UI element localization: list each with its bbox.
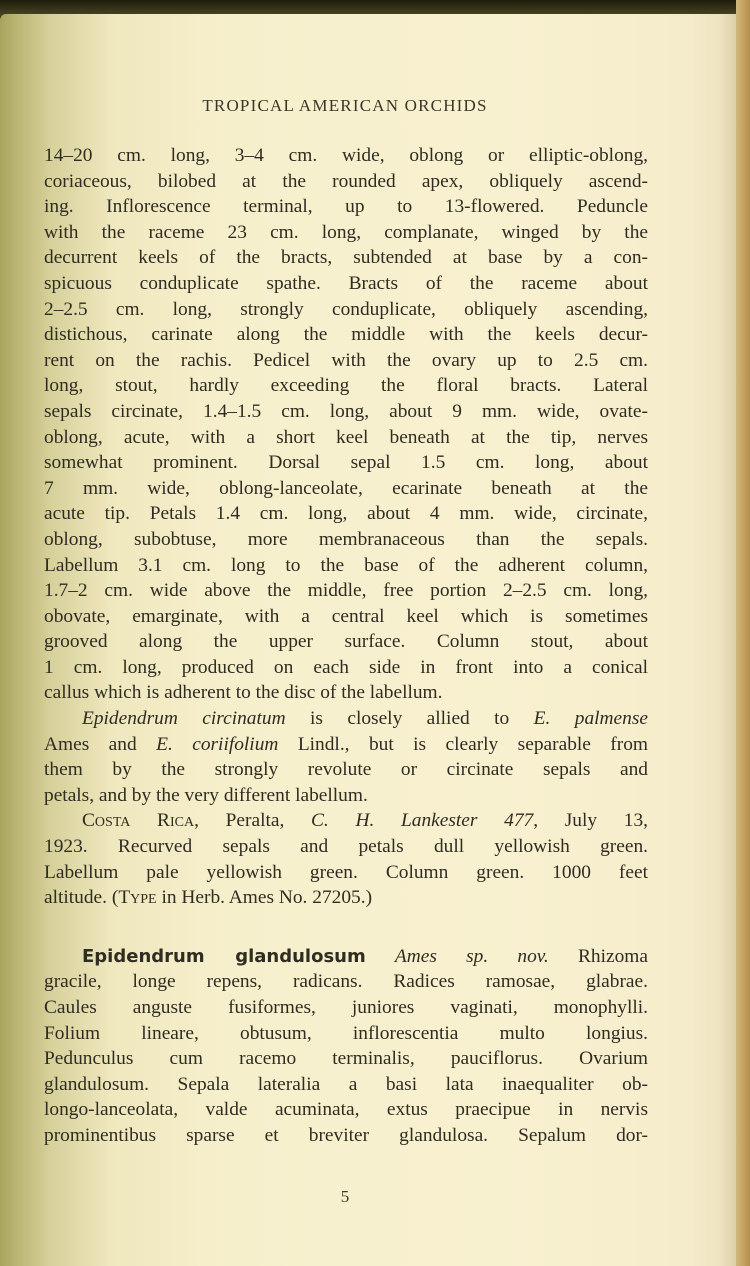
text-line: 2–2.5 cm. long, strongly conduplicate, obliquely ascending, xyxy=(44,298,648,320)
species-name: Epidendrum circinatum xyxy=(82,708,286,730)
text-line: them by the strongly revolute or circinate sepals and xyxy=(44,759,648,781)
text-line: Labellum pale yellowish green. Column green. 1000 feet xyxy=(44,861,648,883)
text-line: rent on the rachis. Pedicel with the ovary up to 2.5 cm. xyxy=(44,349,648,371)
text-line: Folium lineare, obtusum, inflorescentia multo longius. xyxy=(44,1022,648,1044)
text-line: decurrent keels of the bracts, subtended at base by a con- xyxy=(44,247,648,269)
text-line xyxy=(44,732,648,758)
paragraph-new-species xyxy=(44,944,648,1149)
text-run: Lindl., but is clearly separable from xyxy=(278,733,648,755)
text-run: Ames and xyxy=(44,733,157,755)
collector: C. H. Lankester 477 xyxy=(310,810,534,832)
paragraph-specimen xyxy=(44,808,648,910)
text-line: ing. Inflorescence terminal, up to 13-flowered. Peduncle xyxy=(44,196,648,218)
text-run: , July 13, xyxy=(533,810,648,832)
body-text xyxy=(44,143,648,1149)
text-line: oblong, acute, with a short keel beneath at the tip, nerves xyxy=(44,426,648,448)
text-line xyxy=(44,706,648,732)
text-run: is closely allied to xyxy=(285,708,534,730)
text-line: long, stout, hardly exceeding the floral bracts. Lateral xyxy=(44,375,648,397)
running-head: TROPICAL AMERICAN ORCHIDS xyxy=(202,96,488,115)
text-line: 1 cm. long, produced on each side in front into a conical xyxy=(44,656,648,678)
text-line: Labellum 3.1 cm. long to the base of the adherent column, xyxy=(44,554,648,576)
text-run xyxy=(366,946,395,967)
text-line: 7 mm. wide, oblong-lanceolate, ecarinate beneath at the xyxy=(44,477,648,499)
species-name: E. palmense xyxy=(533,708,648,730)
text-run: , Peralta, xyxy=(194,810,311,832)
text-line: Caules anguste fusiformes, juniores vaginati, monophylli. xyxy=(44,997,648,1018)
type-label: Type xyxy=(118,887,157,909)
text-line xyxy=(44,808,648,834)
text-line xyxy=(44,944,648,970)
text-line: grooved along the upper surface. Column stout, about xyxy=(44,631,648,653)
text-line: oblong, subobtuse, more membranaceous than the sepals. xyxy=(44,528,648,550)
text-line xyxy=(44,885,648,911)
paragraph-affinity xyxy=(44,706,648,808)
text-line: distichous, carinate along the middle with the keels decur- xyxy=(44,324,648,346)
text-run: Rhizoma xyxy=(548,945,648,967)
text-line: glandulosum. Sepala lateralia a basi lata inaequaliter ob- xyxy=(44,1073,648,1095)
text-line: petals, and by the very different labellum. xyxy=(44,784,368,806)
locality: Costa Rica xyxy=(82,810,195,832)
text-line: Pedunculus cum racemo terminalis, pauciflorus. Ovarium xyxy=(44,1048,648,1070)
authority: Ames sp. nov. xyxy=(394,945,549,967)
section-gap xyxy=(44,911,648,944)
paragraph-description xyxy=(44,143,648,706)
text-line: 14–20 cm. long, 3–4 cm. wide, oblong or elliptic-oblong, xyxy=(44,145,648,166)
text-line: gracile, longe repens, radicans. Radices ramosae, glabrae. xyxy=(44,971,648,993)
text-line: prominentibus sparse et breviter glandulosa. Sepalum dor- xyxy=(44,1124,648,1146)
text-line: sepals circinate, 1.4–1.5 cm. long, about 9 mm. wide, ovate- xyxy=(44,400,648,422)
text-line: with the raceme 23 cm. long, complanate, winged by the xyxy=(44,221,648,243)
text-line: longo-lanceolata, valde acuminata, extus praecipue in nervis xyxy=(44,1099,648,1121)
text-line: 1.7–2 cm. wide above the middle, free portion 2–2.5 cm. long, xyxy=(44,580,648,602)
text-line: coriaceous, bilobed at the rounded apex, obliquely ascend- xyxy=(44,170,648,192)
text-line: obovate, emarginate, with a central keel which is sometimes xyxy=(44,605,648,627)
text-line: spicuous conduplicate spathe. Bracts of the raceme about xyxy=(44,272,648,294)
text-line: somewhat prominent. Dorsal sepal 1.5 cm. long, about xyxy=(44,452,648,474)
text-line: callus which is adherent to the disc of the labellum. xyxy=(44,682,443,704)
page-edge xyxy=(736,0,750,1266)
species-heading: Epidendrum glandulosum xyxy=(82,945,366,967)
text-line: 1923. Recurved sepals and petals dull yellowish green. xyxy=(44,836,648,858)
page-number: 5 xyxy=(340,1187,350,1206)
text-run: altitude. ( xyxy=(44,887,119,909)
text-run: in Herb. Ames No. 27205.) xyxy=(156,887,373,909)
species-name: E. coriifolium xyxy=(156,733,279,755)
text-line: acute tip. Petals 1.4 cm. long, about 4 mm. wide, circinate, xyxy=(44,503,648,525)
